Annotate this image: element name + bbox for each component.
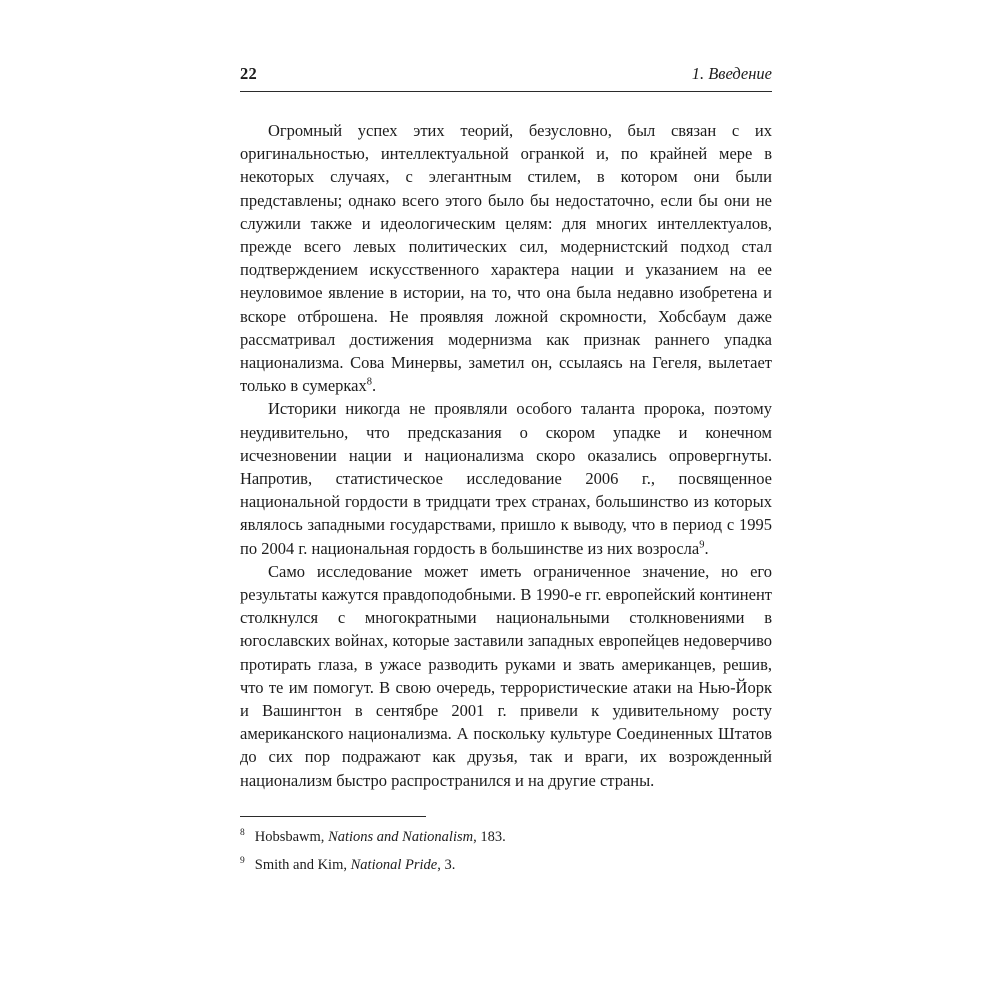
footnote bbox=[240, 827, 772, 847]
footnote-text-tail: , 183. bbox=[473, 828, 506, 845]
footnote-text: Smith and Kim, bbox=[254, 856, 351, 873]
paragraph-text-tail: . bbox=[704, 538, 709, 558]
footnote-separator bbox=[240, 816, 426, 817]
footnote-work-title: Nations and Nationalism bbox=[328, 828, 474, 845]
footnote bbox=[240, 855, 772, 875]
paragraph bbox=[240, 119, 772, 397]
footnote-text: Hobsbawm, bbox=[254, 828, 329, 845]
footnote-number: 8 bbox=[240, 828, 245, 839]
paragraph bbox=[240, 397, 772, 559]
footnote-marker: 8 bbox=[366, 376, 372, 388]
footnotes bbox=[240, 827, 772, 875]
paragraph-text: Само исследование может иметь ограниченное значение, но его результаты кажутся правдоподобными. В 1990-е гг. европейский континент столкнулся с многократными национальными столкновениями в югославских войнах, которые заставили западных европейцев недоверчиво протирать глаза, в ужасе разводить руками и звать американцев, решив, что те им помогут. В свою очередь, террористические атаки на Нью-Йорк и Вашингтон в сентябре 2001 г. привели к удивительному росту американского национализма. А поскольку культуре Соединенных Штатов до сих пор подражают как друзья, так и враги, их возрожденный национализм быстро распространился и на другие страны. bbox=[240, 561, 772, 790]
footnote-marker: 9 bbox=[699, 539, 705, 551]
paragraph-text-tail: . bbox=[372, 376, 377, 396]
running-header bbox=[240, 64, 772, 92]
chapter-title: 1. Введение bbox=[691, 64, 772, 83]
book-page bbox=[240, 64, 772, 883]
footnote-text-tail: , 3. bbox=[437, 856, 456, 873]
footnote-work-title: National Pride bbox=[350, 856, 438, 873]
paragraph bbox=[240, 560, 772, 792]
page-number: 22 bbox=[240, 64, 258, 83]
paragraph-text: Огромный успех этих теорий, безусловно, был связан с их оригинальностью, интеллектуальной огранкой и, по крайней мере в некоторых случаях, с элегантным стилем, в котором они были представлены; однако всего этого было бы недостаточно, если бы они не служили также и идеологическим целям: для многих интеллектуалов, прежде всего левых политических сил, модернистский подход стал подтверждением искусственного характера нации и указанием на ее неуловимое явление в истории, на то, что она была недавно изобретена и вскоре отброшена. Не проявляя ложной скромности, Хобсбаум даже рассматривал достижения модернизма как признак раннего упадка национализма. Сова Минервы, заметил он, ссылаясь на Гегеля, вылетает только в сумерках bbox=[240, 121, 772, 396]
paragraph-text: Историки никогда не проявляли особого таланта пророка, поэтому неудивительно, что предсказания о скором упадке и конечном исчезновении нации и национализма скоро оказались опровергнуты. Напротив, статистическое исследование 2006 г., посвященное национальной гордости в тридцати трех странах, большинство из которых являлось западными государствами, пришло к выводу, что в период с 1995 по 2004 г. национальная гордость в большинстве из них возросла bbox=[240, 399, 772, 558]
body-text bbox=[240, 119, 772, 792]
footnote-number: 9 bbox=[240, 856, 245, 867]
